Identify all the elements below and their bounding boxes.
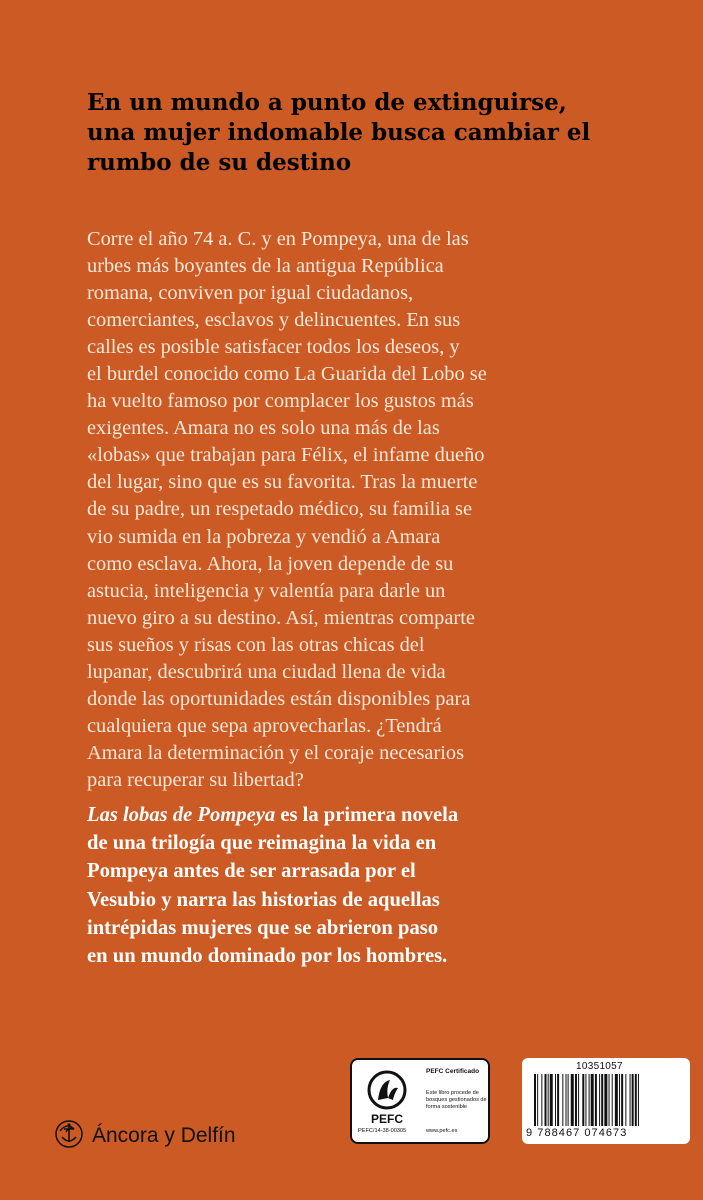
barcode-bar (578, 1074, 579, 1126)
barcode-bar (548, 1074, 549, 1126)
synopsis-line: comerciantes, esclavos y delincuentes. En sus (87, 309, 461, 332)
synopsis-line: sus sueños y risas con las otras chicas del (87, 633, 425, 656)
synopsis-line: romana, conviven por igual ciudadanos, (87, 282, 414, 305)
barcode-bar (575, 1074, 577, 1126)
barcode-bar (534, 1074, 536, 1126)
headline-line: rumbo de su destino (87, 149, 352, 176)
pefc-logo-text: PEFC (370, 1112, 404, 1126)
synopsis (87, 226, 647, 794)
synopsis-line: urbes más boyantes de la antigua República (87, 255, 444, 278)
headline-line: una mujer indomable busca cambiar el (87, 119, 591, 146)
synopsis-line: «lobas» que trabajan para Félix, el infame dueño (87, 444, 485, 467)
barcode-bar (638, 1074, 639, 1126)
barcode-bar (591, 1074, 594, 1126)
barcode-bar (585, 1074, 586, 1126)
anchor-dolphin-emblem-icon (54, 1119, 84, 1153)
barcode-bar (630, 1074, 631, 1126)
blurb-line: de una trilogía que reimagina la vida en (87, 832, 437, 855)
synopsis-line: lupanar, descubrirá una ciudad llena de vida (87, 660, 446, 683)
book-title: Las lobas de Pompeya (87, 804, 276, 826)
barcode-bar (557, 1074, 559, 1126)
barcode-bar (615, 1074, 618, 1126)
synopsis-line: de su padre, un respetado médico, su familia se (87, 498, 473, 521)
synopsis-line: donde las oportunidades están disponibles para (87, 687, 471, 710)
synopsis-line: ha vuelto famoso por complacer los gustos más (87, 390, 474, 413)
pefc-code: PEFC/14-38-00305 (358, 1128, 407, 1134)
barcode-bar (609, 1074, 610, 1126)
barcode-bar (619, 1074, 620, 1126)
pefc-title: PEFC Certificado (426, 1068, 480, 1075)
synopsis-line: del lugar, sino que es su favorita. Tras la muerte (87, 471, 478, 494)
barcode-bar (582, 1074, 584, 1126)
pefc-url: www.pefc.es (426, 1128, 458, 1134)
synopsis-line: astucia, inteligencia y valentía para darle un (87, 579, 446, 602)
barcode-top-number: 10351057 (576, 1061, 623, 1072)
barcode-bar (541, 1074, 542, 1126)
barcode-bar (599, 1074, 600, 1126)
blurb-line (87, 801, 647, 829)
publisher-name: Áncora y Delfín (92, 1124, 236, 1147)
synopsis-line: calles es posible satisfacer todos los deseos, y (87, 336, 460, 359)
synopsis-line: para recuperar su libertad? (87, 768, 304, 791)
barcode-bar (601, 1074, 603, 1126)
barcode-bar (632, 1074, 634, 1126)
synopsis-line: Amara la determinación y el coraje necesarios (87, 741, 465, 764)
headline-line: En un mundo a punto de extinguirse, (87, 89, 567, 116)
barcode-bar (604, 1074, 607, 1126)
barcode-bar (537, 1074, 538, 1126)
barcode-bar (625, 1074, 626, 1126)
pefc-tree-logo-icon (362, 1068, 412, 1126)
synopsis-line: nuevo giro a su destino. Así, mientras comparte (87, 606, 475, 629)
barcode-bar (635, 1074, 637, 1126)
pefc-certification (350, 1058, 490, 1144)
barcode-digits: 9 788467 074673 (526, 1127, 628, 1139)
barcode-bars (530, 1074, 682, 1128)
barcode-bar (545, 1074, 547, 1126)
barcode-bar (621, 1074, 623, 1126)
pefc-description: Este libro procede de bosques gestionados de forma sostenible (426, 1090, 487, 1110)
barcode-bar (568, 1074, 569, 1126)
barcode-bar (550, 1074, 553, 1126)
blurb-line: intrépidas mujeres que se abrieron paso (87, 916, 439, 939)
isbn-barcode (522, 1058, 690, 1144)
barcode-bar (612, 1074, 613, 1126)
synopsis-line: como esclava. Ahora, la joven depende de su (87, 552, 454, 575)
synopsis-line: el burdel conocido como La Guarida del Lobo se (87, 363, 487, 386)
barcode-bar (571, 1074, 574, 1126)
blurb-line: en un mundo dominado por los hombres. (87, 945, 448, 968)
barcode-bar (566, 1074, 567, 1126)
barcode-bar (595, 1074, 597, 1126)
synopsis-line: exigentes. Amara no es solo una más de las (87, 417, 440, 440)
synopsis-line: cualquiera que sepa aprovecharlas. ¿Tendrá (87, 714, 442, 737)
synopsis-line: Corre el año 74 a. C. y en Pompeya, una de las (87, 228, 469, 250)
barcode-bar (555, 1074, 556, 1126)
synopsis-line: vio sumida en la pobreza y vendió a Amara (87, 525, 441, 548)
blurb (87, 801, 647, 970)
barcode-bar (562, 1074, 563, 1126)
blurb-first-line-rest: es la primera novela (275, 804, 459, 826)
blurb-line: Vesubio y narra las historias de aquellas (87, 888, 440, 911)
barcode-bar (589, 1074, 590, 1126)
blurb-line: Pompeya antes de ser arrasada por el (87, 860, 416, 883)
headline (87, 88, 647, 178)
publisher-imprint (54, 1119, 236, 1153)
